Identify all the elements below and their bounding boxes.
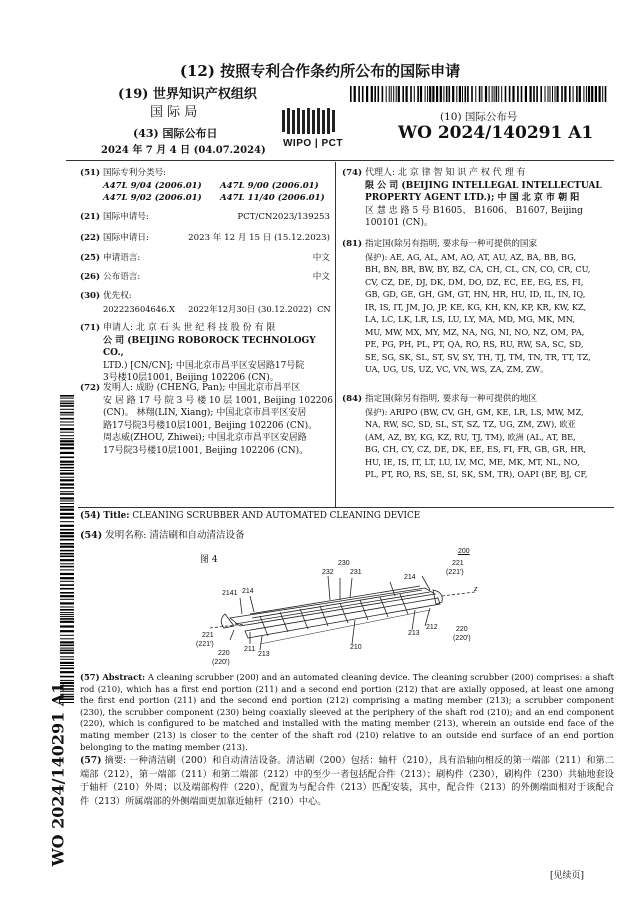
barcode-bar [564, 86, 566, 102]
field-71-applicant [103, 322, 333, 385]
barcode-bar [60, 612, 74, 613]
barcode-bar [425, 86, 426, 102]
barcode-bar [489, 86, 490, 102]
barcode-bar [60, 599, 74, 600]
barcode-bar [60, 656, 74, 657]
applicant-line: 申请人: 北 京 石 头 世 纪 科 技 股 份 有 限 [103, 323, 276, 333]
agent-line: 区 慧 忠 路 5 号 B1605、 B1606、 B1607, Beijing [365, 205, 583, 216]
barcode-bar [398, 86, 400, 102]
fig-label: 2141 [222, 590, 238, 597]
barcode-bar [60, 440, 74, 442]
barcode-bar [60, 422, 74, 423]
barcode-bar [449, 86, 451, 102]
barcode-bar [60, 671, 74, 673]
barcode-bar [60, 668, 74, 670]
regional-line: BG, CH, CY, CZ, DE, DK, EE, ES, FI, FR, GB, GR, HR, [365, 444, 587, 454]
barcode-bar [569, 86, 571, 102]
pubno-label: (10) 国际公布号 [440, 111, 518, 123]
side-barcode-graphic [60, 395, 74, 705]
fig-label: 231 [350, 569, 362, 576]
inventor-line: 周志威(ZHOU, Zhiwei); 中国北京市昌平区安居路 [103, 433, 307, 443]
barcode-bar [60, 503, 74, 504]
barcode-bar [552, 86, 553, 102]
field-81-num: (81) [342, 239, 363, 249]
barcode-bar [60, 563, 74, 564]
abstract-cn-num: (57) [80, 755, 102, 766]
barcode-bar [60, 635, 74, 636]
regional-line: HU, IE, IS, IT, LT, LU, LV, MC, ME, MK, MT, NL, NO, [365, 456, 580, 467]
fig-label: 214 [404, 574, 416, 581]
fig-label: (221') [446, 569, 464, 576]
barcode-bar [60, 553, 74, 555]
barcode-bar [60, 477, 74, 478]
barcode-bar [60, 414, 74, 415]
fig-label: 220 [218, 650, 230, 657]
barcode-bar [60, 409, 74, 410]
barcode-bar [60, 621, 74, 623]
barcode-bar [60, 535, 74, 537]
fig-label: 200 [458, 548, 470, 555]
abstract-en-num: (57) [80, 672, 100, 682]
title-en-num: (54) [80, 511, 101, 521]
figure-4 [190, 548, 490, 670]
title-en-row [80, 510, 420, 523]
regional-line: 指定国(除另有指明, 要求每一种可提供的地区 [365, 394, 538, 404]
wipo-org-name: (19) 世界知识产权组织 [118, 87, 257, 102]
abstract-cn [80, 754, 614, 808]
regional-line: PL, PT, RO, RS, SE, SI, SK, SM, TR), OAPI (BF, BJ, CF, [365, 469, 588, 479]
regional-line: (AM, AZ, BY, KG, KZ, RU, TJ, TM), 欧洲 (AL, AT, BE, [365, 431, 576, 442]
fig-label: 220 [456, 626, 468, 633]
barcode-bar [60, 550, 74, 552]
states-line: 保护): AE, AG, AL, AM, AO, AT, AU, AZ, BA, BB, BG, [365, 251, 577, 262]
barcode-bar [512, 86, 514, 102]
barcode-bar [410, 86, 412, 102]
fig-label: (221') [196, 641, 214, 648]
fig-label: 212 [426, 624, 438, 631]
fig-label: 221 [452, 560, 464, 567]
barcode-bar [386, 86, 387, 102]
states-line: IR, IS, IT, JM, JO, JP, KE, KG, KH, KN, KP, KR, KW, KZ, [365, 301, 587, 312]
barcode-bar [60, 487, 74, 489]
barcode-bar [60, 497, 74, 499]
barcode-bar [440, 86, 442, 102]
agent-line: 限 公 司 (BEIJING INTELLEGAL INTELLECTUAL [365, 180, 602, 191]
barcode-bar [60, 425, 74, 426]
barcode-bar [60, 457, 74, 459]
barcode-bar [60, 401, 74, 402]
barcode-bar [60, 403, 74, 405]
fig-label: 221 [202, 632, 214, 639]
barcode-bar [452, 86, 454, 102]
barcode-bar [550, 86, 551, 102]
field-51-num: (51) [80, 168, 101, 178]
applicant-line: 3号楼10层1001, Beijing 102206 (CN)。 [103, 373, 279, 383]
barcode-bar [60, 435, 74, 436]
barcode-bar [60, 614, 74, 615]
fig-label: 210 [350, 644, 362, 651]
fig-label: 213 [408, 630, 420, 637]
barcode-bar [60, 443, 74, 445]
barcode-bar [60, 539, 74, 541]
barcode-bar [459, 86, 461, 102]
field-30-label: 优先权: [103, 291, 132, 301]
abstract-en [80, 672, 614, 753]
barcode-bar [545, 86, 546, 102]
fig-label: 211 [244, 646, 256, 653]
barcode-bar [60, 638, 74, 639]
barcode-bar [60, 665, 74, 666]
inventor-line: 安 居 路 17 号 院 3 号 楼 10 层 1001, Beijing 102206 [103, 395, 333, 406]
barcode-bar [496, 86, 498, 102]
field-25-num: (25) [80, 253, 101, 263]
barcode-bar [576, 86, 578, 102]
barcode-bar [60, 412, 74, 414]
barcode-bar [402, 86, 404, 102]
title-cn-value: 清洁刷和自动清洁设备 [149, 530, 245, 541]
barcode-bar [374, 86, 376, 102]
barcode-bar [60, 447, 74, 449]
barcode-bar [60, 592, 74, 594]
fig-label: 232 [322, 569, 334, 576]
barcode-bar [60, 438, 74, 439]
agent-line: 100101 (CN)。 [365, 218, 434, 228]
barcode-bar [536, 86, 538, 102]
barcode-bar [60, 405, 74, 407]
barcode-bar [462, 86, 463, 102]
fig-label: (220') [453, 635, 471, 642]
barcode-bar [371, 86, 373, 102]
field-84-regional-states [365, 393, 617, 481]
barcode-bar [579, 86, 581, 102]
title-en-label: Title: [103, 511, 130, 521]
barcode-bar [60, 467, 74, 469]
wipo-logo [272, 108, 352, 152]
barcode-bar [456, 86, 457, 102]
title-cn-label: 发明名称: [105, 530, 147, 541]
barcode-bar [479, 86, 481, 102]
barcode-bar [60, 517, 74, 519]
field-74-num: (74) [342, 168, 363, 178]
barcode-bar [432, 86, 434, 102]
barcode-bar [557, 86, 559, 102]
agent-line: PROPERTY AGENT LTD.); 中 国 北 京 市 朝 阳 [365, 193, 580, 203]
barcode-bar [358, 86, 360, 102]
barcode-bar [60, 461, 74, 463]
barcode-bar [505, 86, 507, 102]
barcode-bar [605, 86, 607, 102]
barcode-bar [60, 648, 74, 649]
barcode-bar [60, 464, 74, 466]
barcode-bar [60, 525, 74, 527]
field-22-value: 2023 年 12 月 15 日 (15.12.2023) [188, 233, 330, 243]
barcode-bar [60, 584, 74, 586]
barcode-bar [60, 609, 74, 611]
barcode-bar [429, 86, 431, 102]
barcode-bar [60, 630, 74, 632]
barcode-bar [60, 573, 74, 575]
ipc-class-3: A47L 9/02 (2006.01) [103, 193, 202, 203]
document-title: (12) 按照专利合作条约所公布的国际申请 [179, 62, 461, 80]
abstract-en-text: A cleaning scrubber (200) and an automated cleaning device. The cleaning scrubber (200) comprises: a shaft rod (210), which has a first end portion (211) and a second end portion (212) that are axially opposed, at least one among the first end portion (211) and the second end portion (212) comprising a mating member (213); a scrubber component (230), the scrubber component (230) being coaxially sleeved at the periphery of the shaft rod (210); and an end component (220), which is configured to be matched and installed with the mating member (213), wherein an outside end face of the mating member (213) is closer to the center of the shaft rod (210) relative to an outside end surface of an end portion belonging to the mating member (213). [80, 672, 614, 752]
barcode-bar [60, 491, 74, 492]
barcode-bar [583, 86, 584, 102]
barcode-bar [350, 86, 352, 102]
barcode-bar [60, 645, 74, 647]
field-26-value: 中文 [312, 272, 330, 282]
applicant-line: LTD.) [CN/CN]; 中国北京市昌平区安居路17号院 [103, 360, 305, 371]
barcode-bar [60, 652, 74, 654]
barcode-bar [60, 428, 74, 430]
barcode-bar [362, 86, 364, 102]
barcode-bar [60, 398, 74, 399]
barcode-bar [60, 513, 74, 515]
field-21-label: 国际申请号: [103, 212, 149, 222]
barcode-bar [60, 546, 74, 548]
field-22-label: 国际申请日: [103, 233, 149, 243]
barcode-bar [517, 86, 519, 102]
ipc-class-4: A47L 11/40 (2006.01) [220, 193, 325, 203]
field-26-label: 公布语言: [103, 272, 141, 282]
barcode-bar [60, 616, 74, 617]
barcode-bar [481, 86, 482, 102]
barcode-bar [60, 625, 74, 627]
states-line: LA, LC, LK, LR, LS, LU, LY, MA, MD, MG, MK, MN, [365, 314, 576, 324]
field-21-value: PCT/CN2023/139253 [237, 212, 330, 222]
continued-note: [见续页] [550, 871, 585, 881]
barcode-bar [530, 86, 532, 102]
barcode-bar [485, 86, 487, 102]
field-74-agent [365, 167, 615, 230]
barcode-bar [540, 86, 542, 102]
field-84-num: (84) [342, 394, 363, 404]
barcode-bar [396, 86, 397, 102]
title-divider [78, 507, 614, 508]
barcode-bar [60, 479, 74, 481]
field-26-num: (26) [80, 272, 101, 282]
barcode-bar [602, 86, 603, 102]
barcode-bar [509, 86, 511, 102]
wipo-logo-text: WIPO | PCT [282, 138, 344, 149]
abstract-cn-label: 摘要: [104, 755, 127, 766]
pubdate-value: 2024 年 7 月 4 日 (04.07.2024) [101, 145, 266, 156]
barcode-bar [60, 521, 74, 522]
side-barcode [60, 395, 74, 705]
inventor-line: 发明人: 成盼 (CHENG, Pan); 中国北京市昌平区 [103, 383, 301, 393]
barcode-bar [60, 418, 74, 420]
states-line: GB, GD, GE, GH, GM, GT, HN, HR, HU, ID, IL, IN, IQ, [365, 289, 586, 299]
barcode-bar [60, 650, 74, 652]
header-divider [66, 160, 614, 161]
barcode-bar [414, 86, 415, 102]
figure-caption: 图 4 [200, 555, 218, 565]
field-21-num: (21) [80, 212, 101, 222]
barcode-bar [60, 588, 74, 590]
barcode-bar [60, 618, 74, 620]
barcode-bar [548, 86, 549, 102]
barcode-bar [60, 595, 74, 597]
agent-line: 代理人: 北 京 律 智 知 识 产 权 代 理 有 [365, 168, 526, 178]
barcode-bar [467, 86, 469, 102]
field-30-num: (30) [80, 291, 101, 301]
barcode-bar [591, 86, 593, 102]
barcode-bar [60, 566, 74, 568]
barcode-bar [492, 86, 493, 102]
fig-label: 214 [242, 588, 254, 595]
regional-line: 保护): ARIPO (BW, CV, GH, GM, KE, LR, LS, MW, MZ, [365, 406, 584, 417]
barcode-bar [378, 86, 380, 102]
barcode-bar [354, 86, 356, 102]
barcode-bar [573, 86, 574, 102]
ipc-class-2: A47L 9/00 (2006.01) [220, 181, 319, 191]
barcode-bar [60, 602, 74, 604]
fig-label: (220') [212, 659, 230, 666]
barcode-bar [60, 559, 74, 561]
pubdate-label: (43) 国际公布日 [133, 127, 218, 140]
barcode-bar [521, 86, 523, 102]
field-25-value: 中文 [312, 253, 330, 263]
barcode-bar [494, 86, 495, 102]
barcode-bar [60, 641, 74, 643]
pubno-value: WO 2024/140291 A1 [398, 123, 594, 143]
states-line: CV, CZ, DE, DJ, DK, DM, DO, DZ, EC, EE, EG, ES, FI, [365, 276, 584, 287]
barcode-bar [498, 86, 499, 102]
field-51-label: 国际专利分类号: [103, 168, 167, 178]
abstract-cn-text: 一种清洁刷（200）和自动清洁设备。清洁刷（200）包括：轴杆（210），具有沿轴向相反的第一端部（211）和第二端部（212），第一端部（211）和第二端部（212）中的至少一者包括配合件（213）；刷构件（230），刷构件（230）共轴地套设于轴杆（210）外周；以及端部构件（220），配置为与配合件（213）匹配安装，其中，配合件（213）的外侧端面相对于该配合件（213）所属端部的外侧端面更加靠近轴杆（210）中心。 [80, 755, 615, 807]
barcode-bar [60, 577, 74, 579]
barcode-bar [60, 607, 74, 608]
barcode-bar [60, 662, 74, 664]
barcode-bar [475, 86, 476, 102]
field-72-num: (72) [80, 383, 101, 393]
inventor-line: 17号院3号楼10层1001, Beijing 102206 (CN)。 [103, 445, 309, 456]
states-line: SE, SG, SK, SL, ST, SV, SY, TH, TJ, TM, TN, TR, TT, TZ, [365, 351, 591, 362]
barcode-bar [60, 581, 74, 582]
barcode-bar [60, 529, 74, 531]
applicant-line: 公 司 (BEIJING ROBOROCK TECHNOLOGY CO., [103, 335, 316, 358]
abstract-en-label: Abstract: [102, 672, 146, 682]
barcode-bar [60, 532, 74, 534]
side-publication-number: WO 2024/140291 A1 [48, 682, 68, 867]
barcode-bar [533, 86, 535, 102]
barcode-bar [417, 86, 419, 102]
barcode-bar [586, 86, 587, 102]
barcode-bar [60, 501, 74, 502]
barcode-bar [60, 493, 74, 495]
field-81-designated-states [365, 238, 617, 376]
barcode-bar [60, 452, 74, 454]
barcode-bar [60, 470, 74, 471]
field-71-num: (71) [80, 323, 101, 333]
fig-label: z [474, 586, 478, 593]
barcode-bar [471, 86, 473, 102]
barcode-bar [60, 543, 74, 545]
field-22-num: (22) [80, 233, 101, 243]
states-line: 指定国(除另有指明, 要求每一种可提供的国家 [365, 239, 538, 249]
fig-label: 213 [258, 651, 270, 658]
states-line: PE, PG, PH, PL, PT, QA, RO, RS, RU, RW, SA, SC, SD, [365, 339, 584, 349]
title-en-value: CLEANING SCRUBBER AND AUTOMATED CLEANING DEVICE [132, 511, 421, 521]
inventor-line: (CN)。 林翔(LIN, Xiang); 中国北京市昌平区安居 [103, 408, 307, 418]
barcode-bar [501, 86, 502, 102]
states-line: MU, MW, MX, MY, MZ, NA, NG, NI, NO, NZ, OM, PA, [365, 326, 585, 337]
barcode-bar [555, 86, 556, 102]
header-barcode [350, 86, 608, 102]
states-line: BH, BN, BR, BW, BY, BZ, CA, CH, CL, CN, CO, CR, CU, [365, 264, 591, 274]
barcode-bar [389, 86, 390, 102]
barcode-bar [60, 569, 74, 570]
fig-label: 230 [338, 560, 350, 567]
regional-line: NA, RW, SC, SD, SL, ST, SZ, TZ, UG, ZM, ZW), 欧亚 [365, 419, 576, 429]
barcode-bar [60, 483, 74, 485]
barcode-bar [60, 509, 74, 511]
barcode-bar [391, 86, 392, 102]
barcode-bar [588, 86, 590, 102]
barcode-bar [60, 556, 74, 558]
barcode-bar [60, 506, 74, 508]
barcode-bar [60, 432, 74, 433]
barcode-bar [561, 86, 563, 102]
title-cn-row [80, 530, 245, 543]
column-divider [335, 162, 336, 507]
title-cn-num: (54) [80, 530, 103, 541]
barcode-bar [382, 86, 384, 102]
barcode-bar [436, 86, 438, 102]
barcode-bar [443, 86, 444, 102]
barcode-bar [406, 86, 408, 102]
barcode-bar [60, 473, 74, 475]
inventor-line: 路17号院3号楼10层1001, Beijing 102206 (CN)。 [103, 420, 318, 431]
ipc-class-1: A47L 9/04 (2006.01) [103, 181, 202, 191]
barcode-bar [420, 86, 422, 102]
barcode-bar [366, 86, 368, 102]
states-line: UA, UG, US, UZ, VC, VN, WS, ZA, ZM, ZW。 [365, 364, 549, 374]
wipo-org-bureau: 国 际 局 [150, 105, 198, 120]
field-25-label: 申请语言: [103, 253, 141, 263]
field-30-value: 202223604646.X 2022年12月30日 (30.12.2022) CN [103, 304, 331, 314]
barcode-bar [465, 86, 467, 102]
barcode-bar [60, 659, 74, 660]
field-72-inventors [103, 382, 335, 457]
barcode-bar [427, 86, 428, 102]
header-barcode-graphic [350, 86, 608, 102]
barcode-bar [393, 86, 394, 102]
barcode-bar [446, 86, 448, 102]
barcode-bar [599, 86, 601, 102]
barcode-bar [595, 86, 597, 102]
barcode-bar [525, 86, 527, 102]
barcode-bar [60, 395, 74, 397]
